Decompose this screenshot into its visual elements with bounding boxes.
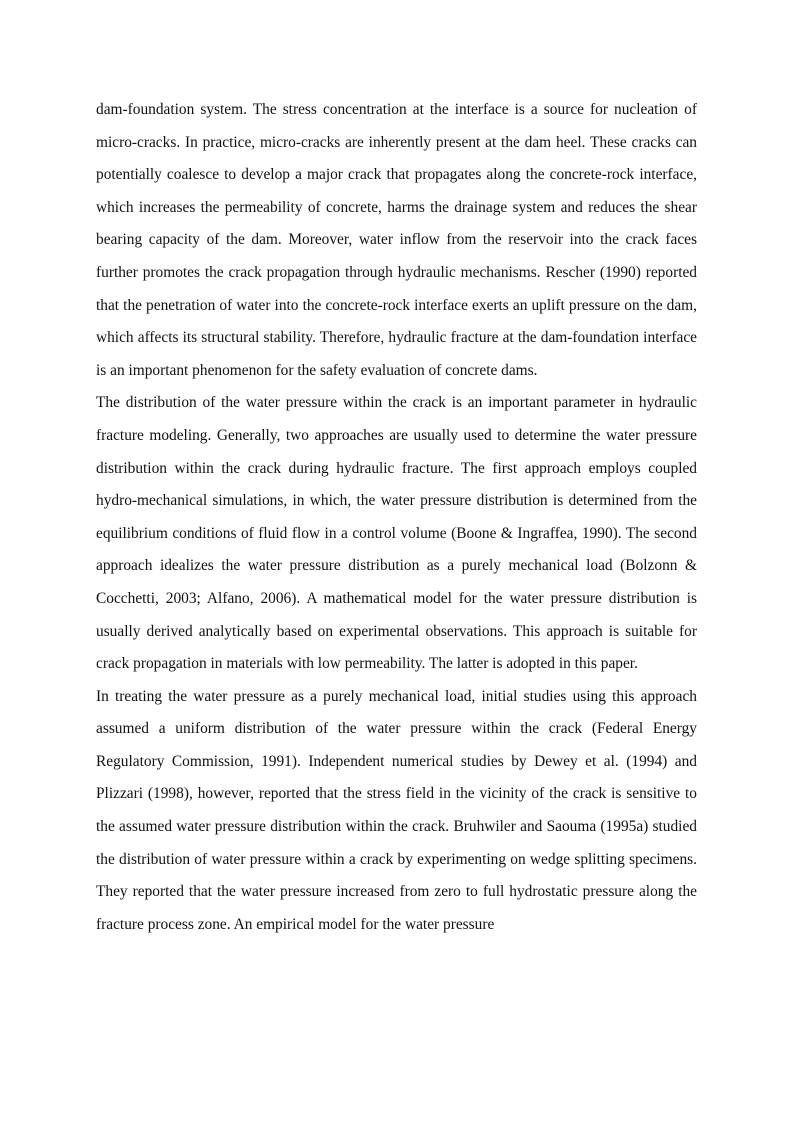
page-body: [96, 94, 697, 941]
paragraph-water-pressure-distribution: The distribution of the water pressure within the crack is an important parameter in hydraulic fracture modeling. Generally, two approaches are usually used to determine the water pressure distribution within the crack during hydraulic fracture. The first approach employs coupled hydro-mechanical simulations, in which, the water pressure distribution is determined from the equilibrium conditions of fluid flow in a control volume (Boone & Ingraffea, 1990). The second approach idealizes the water pressure distribution as a purely mechanical load (Bolzonn & Cocchetti, 2003; Alfano, 2006). A mathematical model for the water pressure distribution is usually derived analytically based on experimental observations. This approach is suitable for crack propagation in materials with low permeability. The latter is adopted in this paper.: [96, 394, 697, 673]
paragraph-mechanical-load-studies: In treating the water pressure as a purely mechanical load, initial studies using this approach assumed a uniform distribution of the water pressure within the crack (Federal Energy Regulatory Commission, 1991). Independent numerical studies by Dewey et al. (1994) and Plizzari (1998), however, reported that the stress field in the vicinity of the crack is sensitive to the assumed water pressure distribution within the crack. Bruhwiler and Saouma (1995a) studied the distribution of water pressure within a crack by experimenting on wedge splitting specimens. They reported that the water pressure increased from zero to full hydrostatic pressure along the fracture process zone. An empirical model for the water pressure: [96, 687, 697, 933]
paragraph-dam-foundation: dam-foundation system. The stress concentration at the interface is a source for nucleation of micro-cracks. In practice, micro-cracks are inherently present at the dam heel. These cracks can potentially coalesce to develop a major crack that propagates along the concrete-rock interface, which increases the permeability of concrete, harms the drainage system and reduces the shear bearing capacity of the dam. Moreover, water inflow from the reservoir into the crack faces further promotes the crack propagation through hydraulic mechanisms. Rescher (1990) reported that the penetration of water into the concrete-rock interface exerts an uplift pressure on the dam, which affects its structural stability. Therefore, hydraulic fracture at the dam-foundation interface is an important phenomenon for the safety evaluation of concrete dams.: [96, 101, 697, 379]
